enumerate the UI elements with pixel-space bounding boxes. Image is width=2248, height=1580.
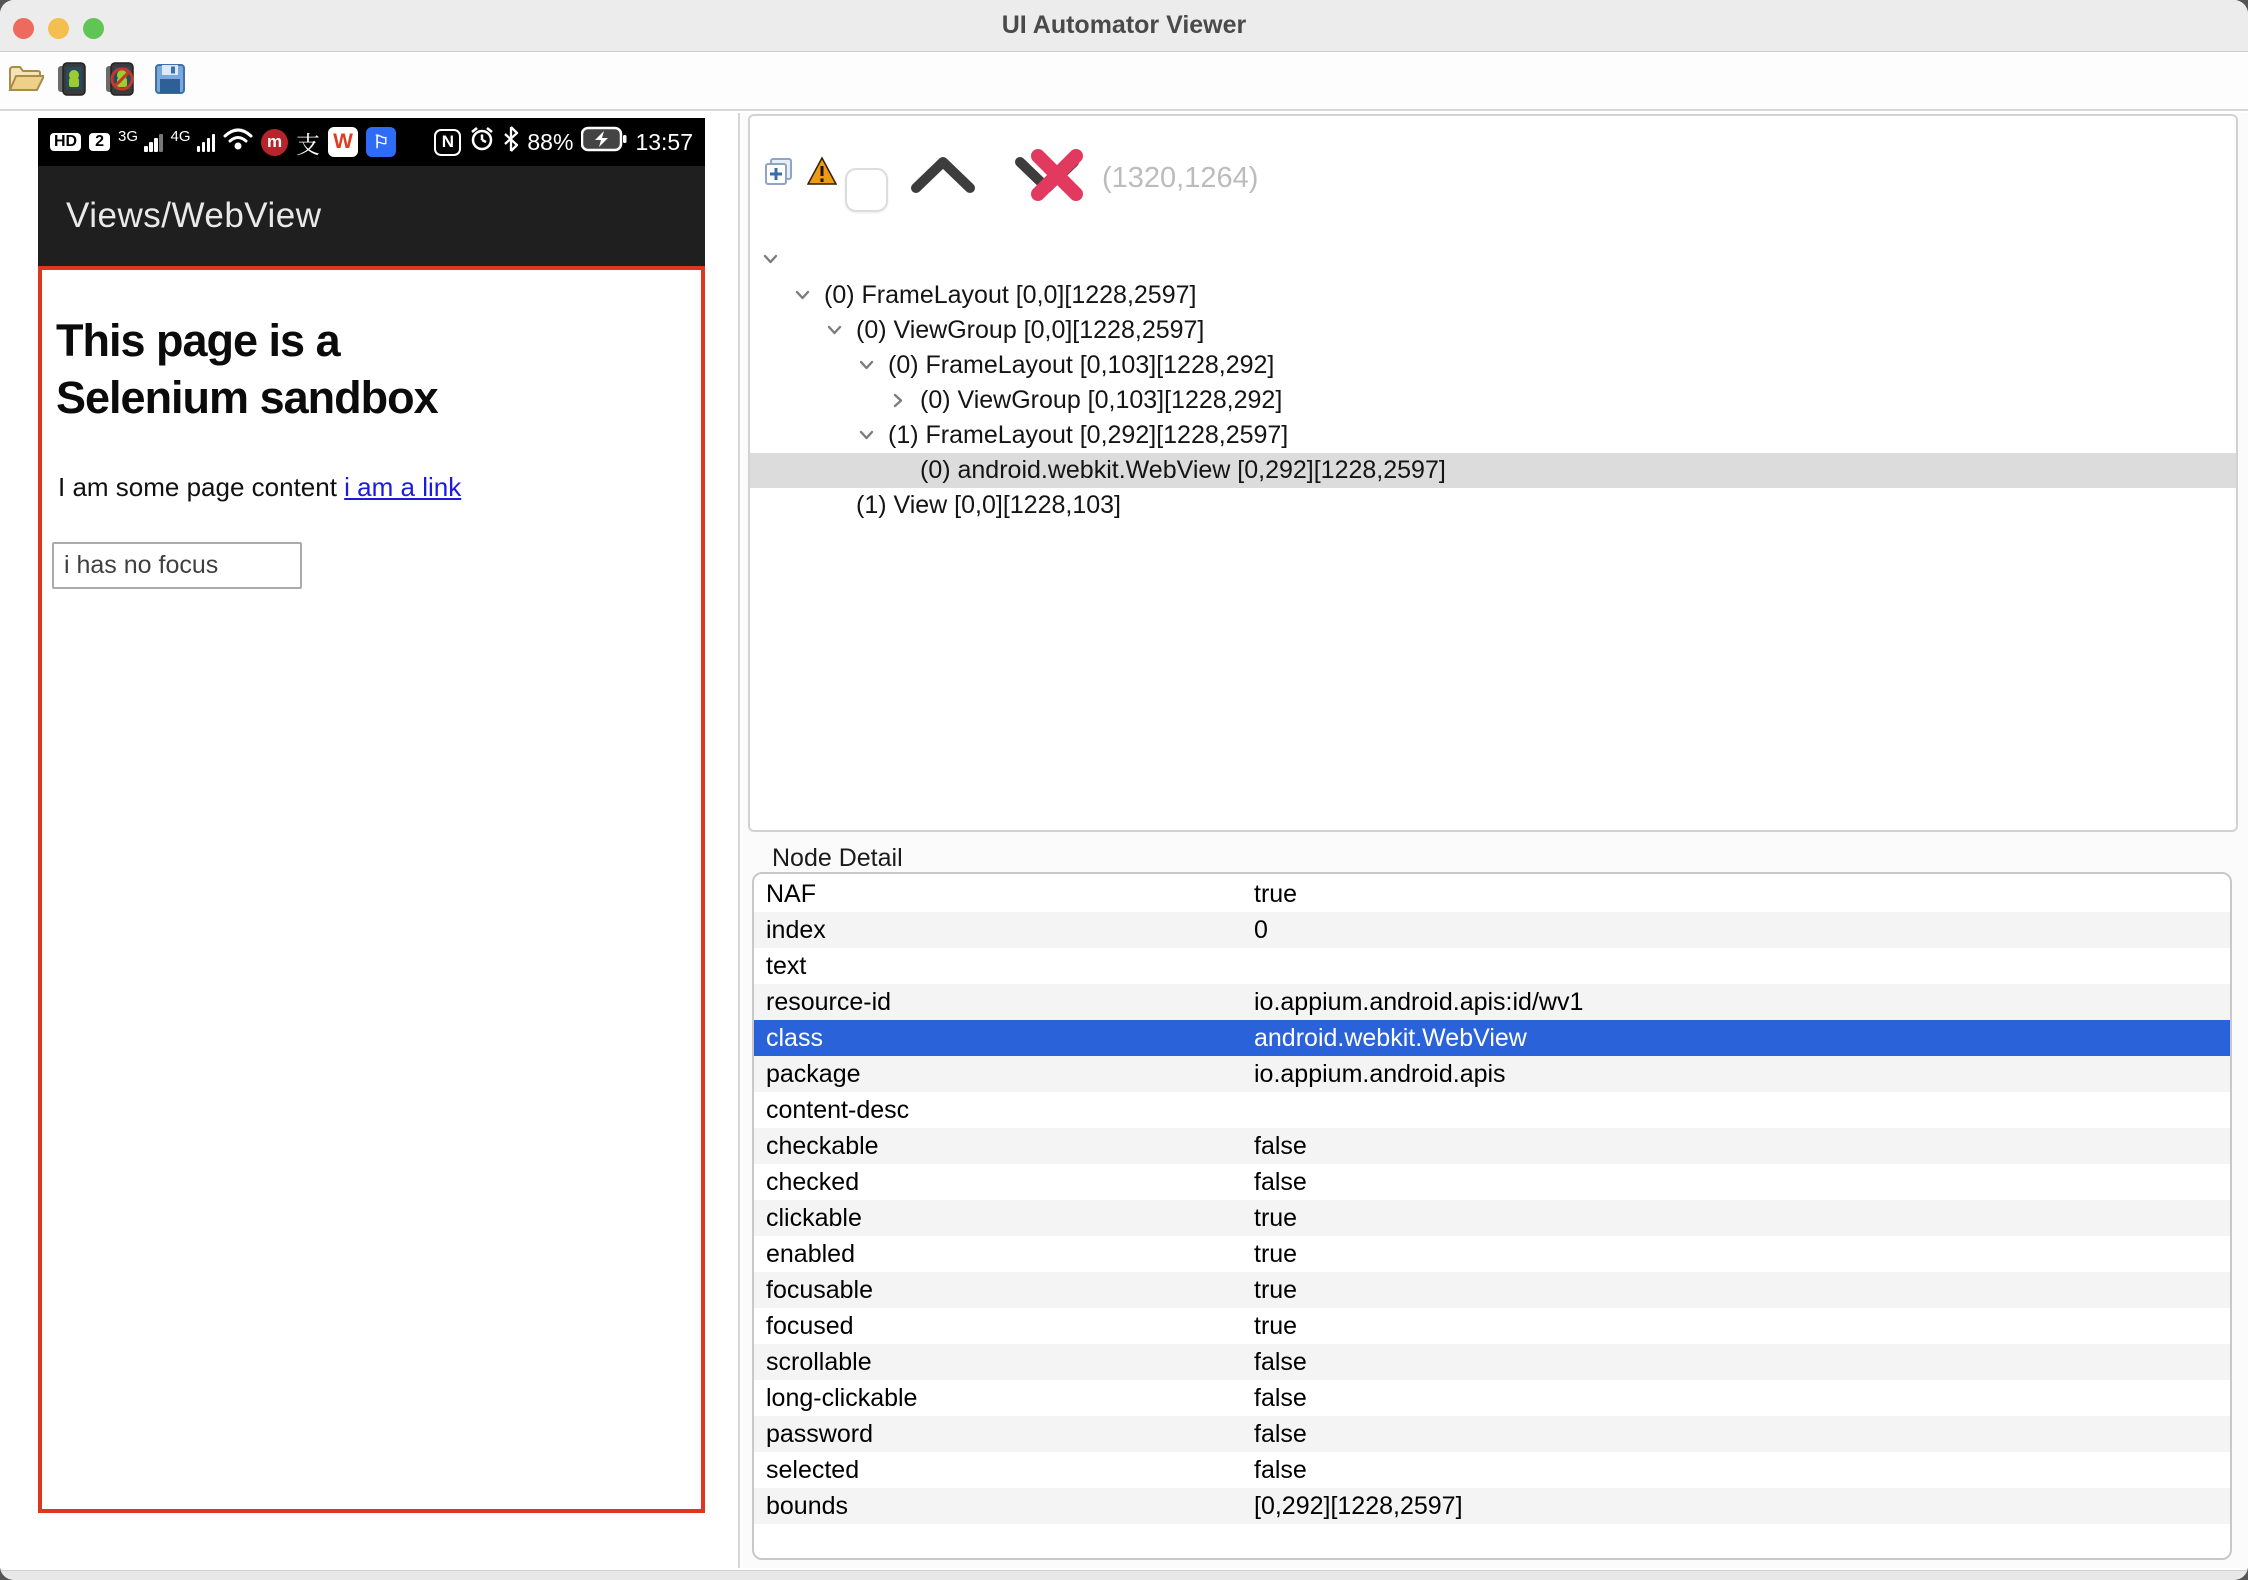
node-detail-row[interactable] bbox=[754, 1092, 2230, 1128]
tree-node-row[interactable] bbox=[750, 348, 2236, 383]
tree-root-row[interactable] bbox=[750, 242, 2236, 277]
attribute-key: selected bbox=[766, 1455, 860, 1484]
pointer-coordinates: (1320,1264) bbox=[1102, 162, 1259, 194]
alipay-app-icon: 支 bbox=[296, 131, 321, 159]
network-3g-label: 3G bbox=[118, 127, 139, 145]
tree-node-label: (0) FrameLayout [0,103][1228,292] bbox=[888, 351, 1275, 379]
appbar-title: Views/WebView bbox=[66, 196, 322, 235]
node-detail-row[interactable] bbox=[754, 1020, 2230, 1056]
tree-node-label: (1) FrameLayout [0,292][1228,2597] bbox=[888, 421, 1289, 449]
motorola-app-icon: m bbox=[261, 129, 288, 156]
sim-badge: 2 bbox=[89, 133, 110, 151]
chevron-down-icon[interactable] bbox=[792, 286, 812, 306]
paragraph-text: I am some page content bbox=[58, 472, 345, 502]
attribute-value: true bbox=[1254, 1239, 1298, 1268]
attribute-value: io.appium.android.apis bbox=[1254, 1059, 1506, 1088]
attribute-value: false bbox=[1254, 1455, 1307, 1484]
titlebar bbox=[0, 0, 2248, 52]
node-detail-row[interactable] bbox=[754, 1164, 2230, 1200]
attribute-value: false bbox=[1254, 1419, 1307, 1448]
tree-node-label: (0) android.webkit.WebView [0,292][1228,2597] bbox=[920, 456, 1446, 484]
node-detail-row[interactable] bbox=[754, 1344, 2230, 1380]
open-file-button[interactable] bbox=[8, 63, 44, 99]
bluetooth-icon bbox=[503, 126, 519, 158]
attribute-key: checkable bbox=[766, 1131, 879, 1160]
attribute-key: class bbox=[766, 1023, 823, 1052]
zoom-window-button[interactable] bbox=[83, 18, 104, 39]
nfc-icon: N bbox=[434, 129, 461, 156]
expand-all-button[interactable] bbox=[765, 158, 795, 193]
tree-node-label: (0) ViewGroup [0,0][1228,2597] bbox=[856, 316, 1205, 344]
tree-toolbar-blank-button[interactable] bbox=[845, 168, 888, 212]
save-screenshot-button[interactable] bbox=[152, 63, 188, 99]
attribute-value: false bbox=[1254, 1131, 1307, 1160]
node-detail-row[interactable] bbox=[754, 1236, 2230, 1272]
statusbar-time: 13:57 bbox=[635, 128, 693, 155]
attribute-key: text bbox=[766, 951, 807, 980]
attribute-key: checked bbox=[766, 1167, 860, 1196]
attribute-value: true bbox=[1254, 879, 1298, 908]
hierarchy-tree-panel bbox=[748, 114, 2238, 832]
node-detail-row[interactable] bbox=[754, 912, 2230, 948]
node-detail-row[interactable] bbox=[754, 1452, 2230, 1488]
chevron-down-icon[interactable] bbox=[856, 426, 876, 446]
attribute-value: true bbox=[1254, 1203, 1298, 1232]
tree-node-row[interactable] bbox=[750, 488, 2236, 523]
device-screenshot-compressed-icon bbox=[105, 61, 139, 102]
device-screenshot-button[interactable] bbox=[56, 63, 92, 99]
tree-node-row[interactable] bbox=[750, 418, 2236, 453]
attribute-value: true bbox=[1254, 1275, 1298, 1304]
chevron-down-icon[interactable] bbox=[760, 250, 780, 270]
save-floppy-icon bbox=[154, 63, 186, 100]
device-screenshot[interactable] bbox=[38, 118, 705, 1513]
device-statusbar bbox=[38, 118, 705, 166]
attribute-key: index bbox=[766, 915, 826, 944]
attribute-key: password bbox=[766, 1419, 873, 1448]
device-appbar bbox=[38, 166, 705, 266]
previous-node-button[interactable] bbox=[908, 154, 978, 201]
alarm-icon bbox=[469, 126, 495, 158]
attribute-key: package bbox=[766, 1059, 861, 1088]
chevron-down-icon[interactable] bbox=[856, 356, 876, 376]
node-detail-row[interactable] bbox=[754, 1200, 2230, 1236]
attribute-value: true bbox=[1254, 1311, 1298, 1340]
attribute-key: scrollable bbox=[766, 1347, 872, 1376]
flashlight-app-icon: ⚐ bbox=[366, 127, 396, 157]
node-detail-row[interactable] bbox=[754, 876, 2230, 912]
attribute-value: 0 bbox=[1254, 915, 1268, 944]
attribute-key: content-desc bbox=[766, 1095, 910, 1124]
window-title: UI Automator Viewer bbox=[1001, 11, 1247, 39]
page-link[interactable]: i am a link bbox=[344, 472, 462, 502]
tree-toolbar bbox=[750, 116, 2236, 226]
node-detail-title: Node Detail bbox=[772, 844, 903, 872]
minimize-window-button[interactable] bbox=[48, 18, 69, 39]
attribute-key: resource-id bbox=[766, 987, 892, 1016]
node-detail-row[interactable] bbox=[754, 1308, 2230, 1344]
attribute-key: focusable bbox=[766, 1275, 874, 1304]
device-screenshot-icon bbox=[57, 61, 91, 102]
page-paragraph bbox=[58, 472, 461, 503]
attribute-value: false bbox=[1254, 1347, 1307, 1376]
battery-percent: 88% bbox=[527, 128, 574, 155]
attribute-value: android.webkit.WebView bbox=[1254, 1023, 1527, 1052]
webview-highlighted-region[interactable] bbox=[38, 266, 705, 1513]
tree-node-label: (0) ViewGroup [0,103][1228,292] bbox=[920, 386, 1283, 414]
tree-node-row[interactable] bbox=[750, 453, 2236, 488]
battery-icon bbox=[581, 126, 627, 158]
attribute-value: io.appium.android.apis:id/wv1 bbox=[1254, 987, 1584, 1016]
node-detail-row[interactable] bbox=[754, 948, 2230, 984]
device-screenshot-compressed-button[interactable] bbox=[104, 63, 140, 99]
node-detail-row[interactable] bbox=[754, 1272, 2230, 1308]
hd-badge: HD bbox=[50, 133, 81, 151]
attribute-value: false bbox=[1254, 1167, 1307, 1196]
attribute-key: long-clickable bbox=[766, 1383, 918, 1412]
open-folder-icon bbox=[8, 64, 44, 99]
node-detail-row[interactable] bbox=[754, 1128, 2230, 1164]
attribute-key: focused bbox=[766, 1311, 854, 1340]
wifi-icon bbox=[223, 127, 253, 157]
tree-node-row[interactable] bbox=[750, 383, 2236, 418]
window-bottom-edge bbox=[0, 1570, 2248, 1580]
tree-node-label: (1) View [0,0][1228,103] bbox=[856, 491, 1121, 519]
tree-node-row[interactable] bbox=[750, 313, 2236, 348]
attribute-key: NAF bbox=[766, 879, 816, 908]
signal-bars-icon bbox=[144, 132, 163, 152]
node-detail-row[interactable] bbox=[754, 984, 2230, 1020]
wps-app-icon: W bbox=[328, 127, 358, 157]
attribute-key: clickable bbox=[766, 1203, 862, 1232]
page-heading: This page is a Selenium sandbox bbox=[56, 315, 438, 424]
naf-warning-icon[interactable] bbox=[807, 156, 837, 191]
traffic-lights bbox=[13, 18, 104, 39]
tree-node-label: (0) FrameLayout [0,0][1228,2597] bbox=[824, 281, 1197, 309]
attribute-value: false bbox=[1254, 1383, 1307, 1412]
page-text-input[interactable] bbox=[52, 542, 302, 589]
attribute-key: enabled bbox=[766, 1239, 855, 1268]
node-detail-row[interactable] bbox=[754, 1488, 2230, 1524]
network-4g-label: 4G bbox=[170, 127, 191, 145]
attribute-key: bounds bbox=[766, 1491, 849, 1520]
attribute-value: [0,292][1228,2597] bbox=[1254, 1491, 1463, 1520]
chevron-right-icon[interactable] bbox=[888, 391, 908, 411]
main-toolbar bbox=[0, 53, 2248, 111]
chevron-down-icon[interactable] bbox=[824, 321, 844, 341]
node-detail-table bbox=[752, 872, 2232, 1560]
close-window-button[interactable] bbox=[13, 18, 34, 39]
node-detail-row[interactable] bbox=[754, 1380, 2230, 1416]
node-detail-row[interactable] bbox=[754, 1416, 2230, 1452]
signal-bars-icon bbox=[197, 132, 216, 152]
clear-search-button[interactable] bbox=[1026, 144, 1088, 211]
tree-node-row[interactable] bbox=[750, 278, 2236, 313]
node-detail-row[interactable] bbox=[754, 1056, 2230, 1092]
